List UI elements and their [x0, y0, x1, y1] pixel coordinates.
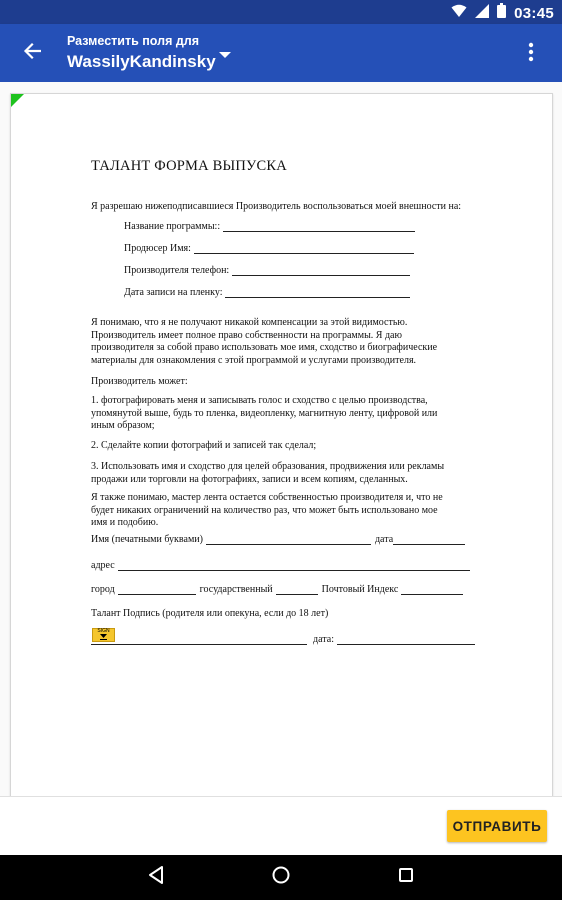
city-line[interactable] [118, 585, 196, 595]
text-line: продажи или торговли на фотографиях, записи и всем копиям, сделанных. [91, 473, 408, 485]
document-intro: Я разрешаю нижеподписавшиеся Производитель воспользоваться моей внешности на: [91, 201, 462, 212]
name-line[interactable] [206, 535, 371, 545]
arrow-back-icon [23, 42, 41, 65]
field-address-row[interactable] [91, 560, 474, 571]
nav-back-button[interactable] [141, 863, 171, 893]
list-item-3 [91, 461, 444, 486]
field-recording-date[interactable] [124, 287, 414, 298]
field-producer-name[interactable] [124, 243, 418, 254]
text-line: упомянутой выше, будь то пленка, видеопленку, магнитную ленту, цифровой или [91, 407, 438, 419]
signature-date-line[interactable] [337, 635, 475, 645]
status-bar [0, 0, 562, 24]
document-viewer[interactable] [0, 82, 562, 796]
list-item-2: 2. Сделайте копии фотографий и записей так сделал; [91, 440, 317, 451]
nav-recents-icon [397, 866, 415, 889]
back-button[interactable] [16, 37, 48, 69]
address-line[interactable] [118, 561, 470, 571]
status-time: 03:45 [514, 4, 554, 22]
app-subtitle: Разместить поля для [67, 34, 200, 48]
account-selector[interactable] [67, 34, 216, 73]
state-line[interactable] [276, 585, 318, 595]
text-line: Я понимаю, что я не получают никакой компенсации за этой видимостью. [91, 317, 408, 328]
date-line[interactable] [393, 535, 465, 545]
field-label: Название программы:: [124, 221, 221, 232]
more-vert-icon [528, 42, 534, 67]
action-bar [0, 796, 562, 855]
text-line: будет никаких ограничений на количество раз, что может быть использовано мое [91, 504, 438, 516]
date-label: дата: [313, 634, 334, 645]
signature-label: Талант Подпись (родителя или опекуна, если до 18 лет) [91, 608, 329, 619]
name-label: Имя (печатными буквами) [91, 534, 203, 545]
paragraph-compensation [91, 317, 437, 367]
battery-icon [497, 3, 506, 23]
field-label: Производителя телефон: [124, 265, 230, 276]
text-line: иным образом; [91, 420, 155, 431]
status-icons [451, 3, 554, 23]
field-label: Дата записи на пленку: [124, 287, 223, 298]
field-line[interactable] [225, 288, 410, 298]
field-line[interactable] [194, 244, 414, 254]
state-label: государственный [199, 584, 273, 595]
signature-line[interactable] [91, 635, 307, 645]
nav-back-icon [147, 865, 165, 890]
field-program-name[interactable] [124, 221, 419, 232]
chevron-down-icon[interactable] [218, 47, 232, 57]
text-line: Я также понимаю, мастер лента остается собственностью производителя и, что не [91, 492, 443, 503]
navigation-bar [0, 855, 562, 900]
signal-icon [475, 4, 489, 23]
wifi-icon [451, 4, 467, 23]
field-line[interactable] [232, 266, 410, 276]
corner-marker [11, 94, 24, 107]
field-city-row[interactable] [91, 584, 467, 595]
field-line[interactable] [223, 222, 415, 232]
field-label: Продюсер Имя: [124, 243, 191, 254]
nav-recents-button[interactable] [391, 863, 421, 893]
zip-line[interactable] [401, 585, 463, 595]
zip-label: Почтовый Индекс [321, 584, 399, 595]
sign-badge-text: SIGN [97, 627, 110, 634]
list-item-1 [91, 395, 437, 433]
text-line: производителя за собой право использовать мое имя, сходство и биографические [91, 342, 438, 353]
field-signature-row[interactable] [91, 634, 479, 645]
field-producer-phone[interactable] [124, 265, 414, 276]
app-bar [0, 24, 562, 82]
field-name-date-row[interactable] [91, 534, 469, 545]
text-line: материалы для ознакомления с этой программой и услугами производителя. [91, 354, 417, 366]
producer-may-heading: Производитель может: [91, 376, 188, 387]
city-label: город [91, 584, 115, 595]
text-line: 1. фотографировать меня и записывать голос и сходство с целью производства, [91, 395, 428, 406]
text-line: Производитель имеет полное право собственности на программы. Я даю [91, 329, 402, 341]
nav-home-button[interactable] [266, 863, 296, 893]
document-title: ТАЛАНТ ФОРМА ВЫПУСКА [91, 158, 287, 174]
text-line: имя и подобию. [91, 517, 159, 528]
date-label: дата [374, 534, 394, 545]
address-label: адрес [91, 560, 115, 571]
send-button[interactable]: ОТПРАВИТЬ [447, 810, 547, 842]
app-title: WassilyKandinsky [67, 52, 216, 71]
paragraph-master-tape [91, 492, 443, 530]
text-line: 3. Использовать имя и сходство для целей образования, продвижения или рекламы [91, 461, 445, 472]
document-page[interactable] [10, 93, 553, 796]
nav-home-icon [271, 865, 291, 890]
more-options-button[interactable] [516, 39, 546, 69]
